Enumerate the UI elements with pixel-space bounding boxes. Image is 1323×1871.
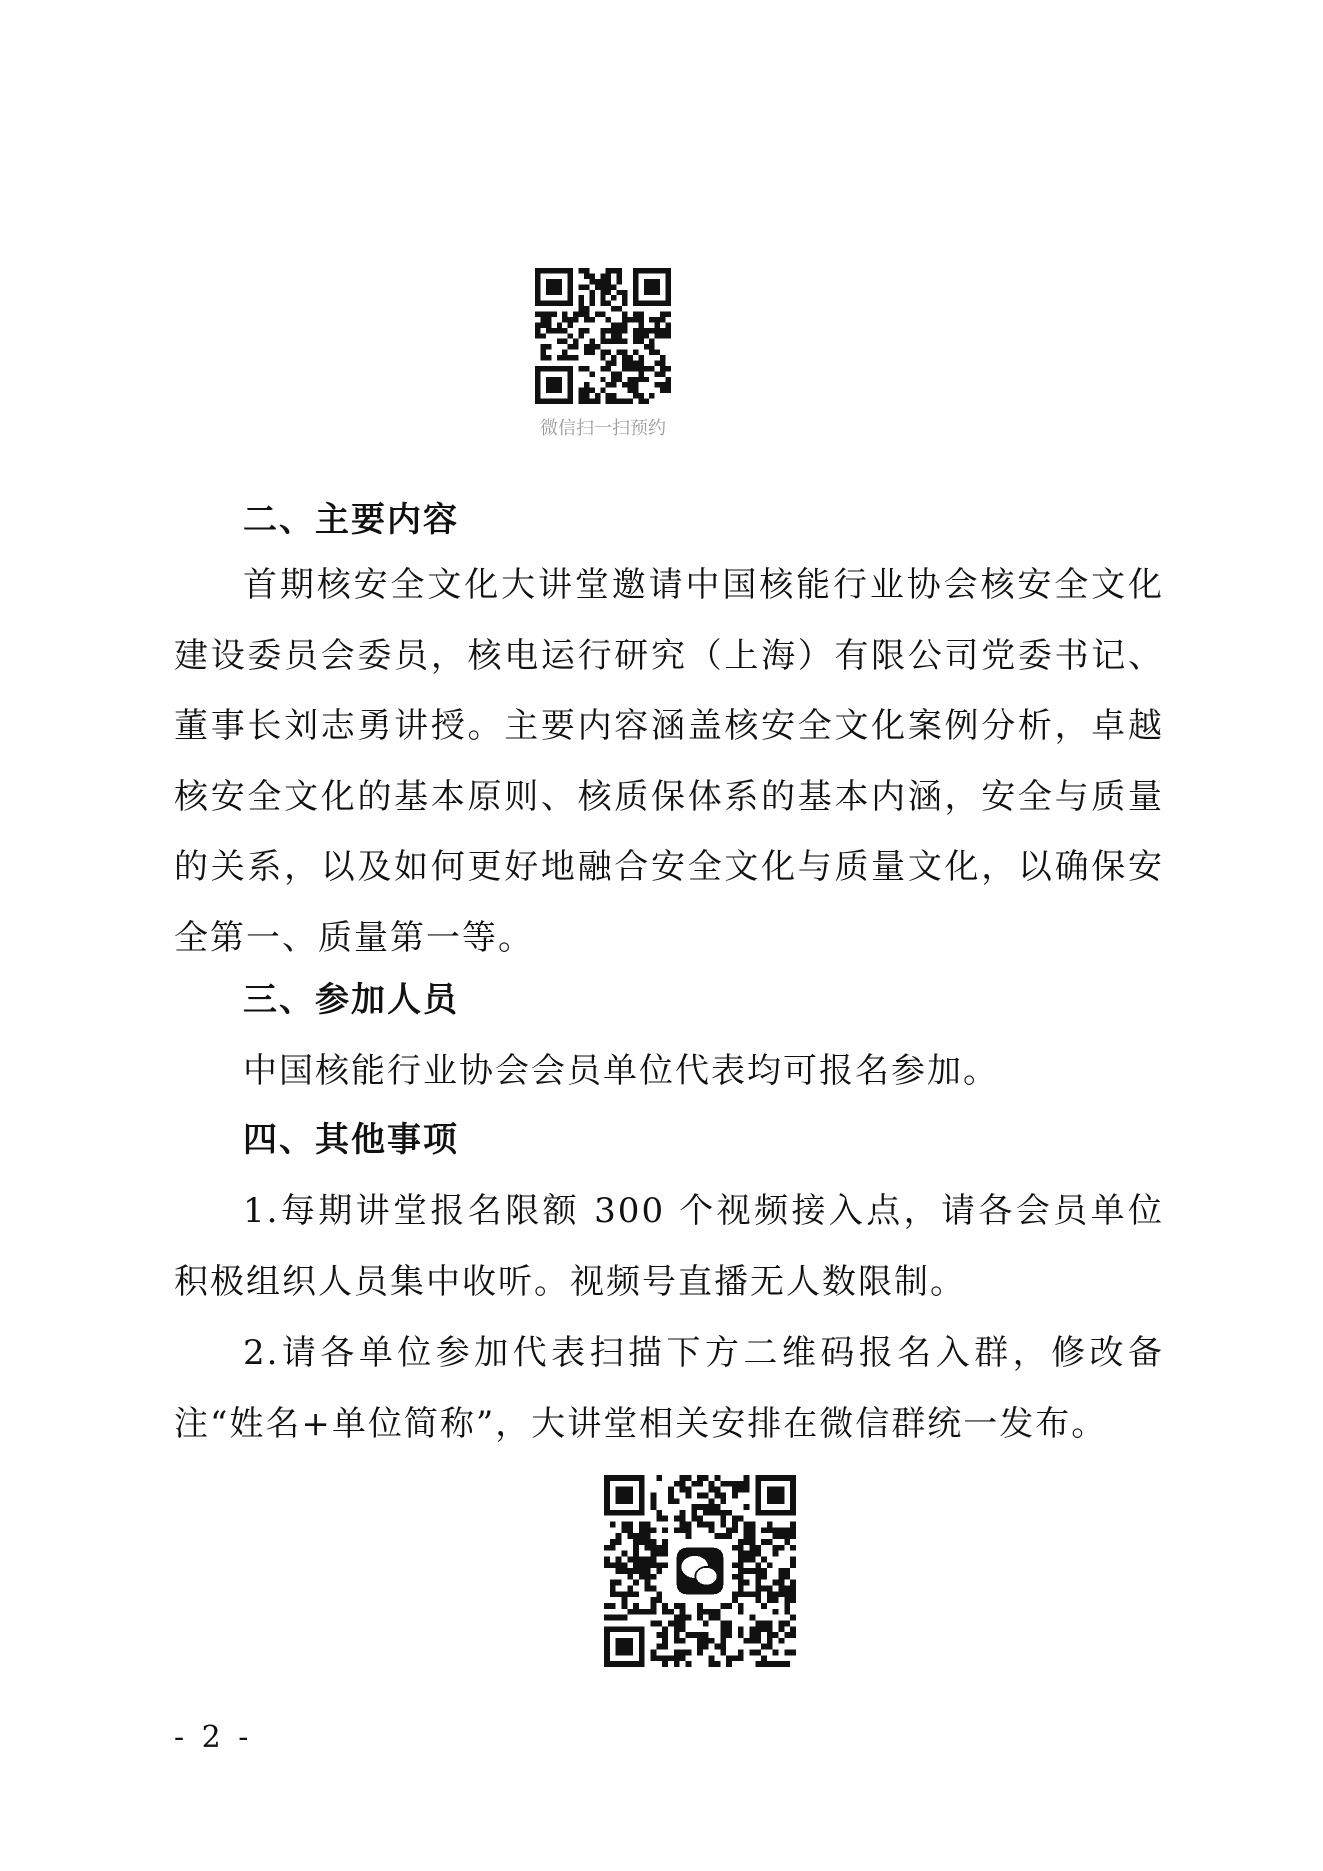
other-item-1: 1.每期讲堂报名限额 300 个视频接入点，请各会员单位积极组织人员集中收听。视频号直播无人数限制。	[174, 1191, 1164, 1302]
content-paragraph: 首期核安全文化大讲堂邀请中国核能行业协会核安全文化建设委员会委员，核电运行研究（上海）有限公司党委书记、董事长刘志勇讲授。主要内容涵盖核安全文化案例分析，卓越核安全文化的基本原则、核质保体系的基本内涵，安全与质量的关系，以及如何更好地融合安全文化与质量文化，以确保安全第一、质量第一等。	[174, 565, 1164, 958]
wechat-group-qr-code[interactable]	[604, 1475, 796, 1667]
attendees-paragraph: 中国核能行业协会会员单位代表均可报名参加。	[243, 1051, 999, 1091]
reservation-qr-code[interactable]	[535, 268, 671, 404]
other-item-2: 2.请各单位参加代表扫描下方二维码报名入群，修改备注“姓名+单位简称”，大讲堂相关安排在微信群统一发布。	[174, 1333, 1164, 1444]
wechat-qr-code-icon	[604, 1475, 796, 1667]
section-heading-content: 二、主要内容	[243, 500, 459, 540]
section-heading-other: 四、其他事项	[243, 1120, 459, 1160]
qr-caption: 微信扫一扫预约	[540, 418, 666, 439]
section-heading-attendees: 三、参加人员	[243, 980, 459, 1020]
page-number: - 2 -	[174, 1720, 253, 1755]
qr-code-icon	[535, 268, 671, 404]
wechat-logo-icon	[677, 1548, 724, 1595]
